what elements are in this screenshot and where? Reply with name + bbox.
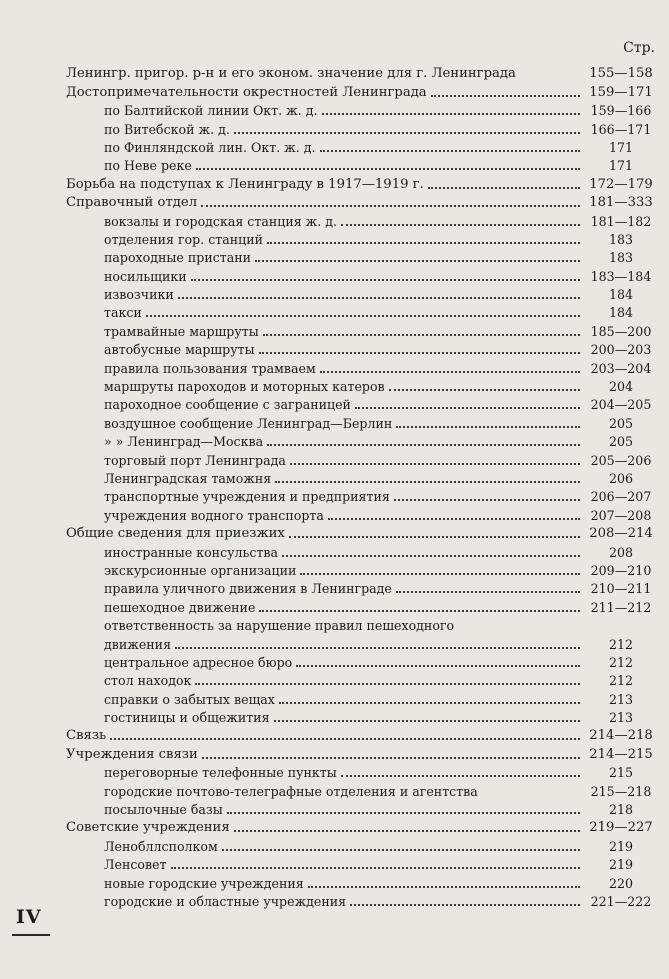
- dot-leader: [341, 223, 580, 226]
- toc-entry-title: Борьба на подступах к Ленинграду в 1917—1919 г.: [66, 176, 424, 192]
- toc-subsection-row: [66, 892, 658, 910]
- toc-subsection-row: [66, 156, 658, 174]
- toc-section-row: [66, 744, 658, 762]
- toc-entry-pages: 215: [608, 765, 634, 781]
- dot-leader: [196, 167, 580, 170]
- toc-entry-pages: 204—205: [590, 397, 652, 413]
- toc-entry-title: пароходное сообщение с заграницей: [104, 397, 351, 413]
- toc-entry-title: носильщики: [104, 268, 187, 284]
- toc-entry-pages: 183: [608, 250, 634, 266]
- toc-entry-pages: 183—184: [590, 268, 652, 284]
- toc-entry-pages: 214—218: [589, 728, 653, 744]
- toc-entry-title: вокзалы и городская станция ж. д.: [104, 213, 338, 229]
- toc-subsection-row: [66, 800, 658, 818]
- toc-subsection-row: [66, 653, 658, 671]
- toc-entry-pages: 212: [608, 654, 634, 670]
- toc-subsection-row: [66, 781, 658, 799]
- toc-entry-pages: 206—207: [590, 489, 652, 505]
- toc-entry-pages: 208—214: [589, 526, 653, 542]
- toc-entry-pages: 221—222: [590, 893, 652, 909]
- dot-leader: [234, 131, 580, 134]
- page-number: IV: [16, 906, 42, 928]
- toc-section-row: [66, 524, 658, 542]
- toc-subsection-row: [66, 450, 658, 468]
- dot-leader: [300, 572, 580, 575]
- toc-entry-title: по Неве реке: [104, 158, 192, 174]
- toc-entry-title: по Финляндской лин. Окт. ж. д.: [104, 139, 316, 155]
- toc-subsection-row: [66, 836, 658, 854]
- toc-entry-title: Советские учреждения: [66, 820, 230, 836]
- toc-subsection-row: [66, 266, 658, 284]
- toc-section-row: [66, 726, 658, 744]
- toc-entry-pages: 218: [608, 802, 634, 818]
- toc-entry-title: движения: [104, 636, 172, 652]
- toc-entry-pages: 159—171: [589, 84, 653, 100]
- toc-section-row: [66, 818, 658, 836]
- dot-leader: [389, 388, 580, 391]
- dot-leader: [259, 351, 580, 354]
- toc-entry-title: » » Ленинград—Москва: [104, 434, 264, 450]
- toc-entry-pages: 212: [608, 673, 634, 689]
- toc-subsection-row: [66, 671, 658, 689]
- toc-subsection-row: [66, 855, 658, 873]
- toc-subsection-row: [66, 413, 658, 431]
- toc-subsection-row: [66, 579, 658, 597]
- toc-entry-pages: 207—208: [590, 507, 652, 523]
- toc-entry-title: Ленсовет: [104, 857, 167, 873]
- toc-entry-title: Учреждения связи: [66, 746, 198, 762]
- dot-leader: [328, 517, 580, 520]
- toc-entry-pages: 213: [608, 710, 634, 726]
- toc-entry-title: по Витебской ж. д.: [104, 121, 230, 137]
- dot-leader: [275, 480, 580, 483]
- toc-entry-title: Общие сведения для приезжих: [66, 526, 285, 542]
- toc-entry-pages: 181—333: [589, 195, 653, 211]
- toc-entry-pages: 166—171: [590, 121, 652, 137]
- dot-leader: [308, 885, 580, 888]
- dot-leader: [267, 443, 580, 446]
- toc-entry-title: пешеходное движение: [104, 599, 256, 615]
- dot-leader: [263, 333, 580, 336]
- toc-entry-title: Справочный отдел: [66, 195, 198, 211]
- dot-leader: [110, 737, 580, 740]
- toc-entry-title: гостиницы и общежития: [104, 710, 270, 726]
- toc-entry-pages: 206: [608, 470, 634, 486]
- toc-entry-pages: 219: [608, 838, 634, 854]
- toc-entry-title: стол находок: [104, 673, 192, 689]
- toc-entry-title: правила уличного движения в Ленинграде: [104, 581, 392, 597]
- dot-leader: [296, 664, 580, 667]
- toc-entry-title: справки о забытых вещах: [104, 691, 275, 707]
- toc-subsection-row: [66, 321, 658, 339]
- toc-entry-title: Достопримечательности окрестностей Ленинграда: [66, 84, 427, 100]
- dot-leader: [259, 609, 580, 612]
- toc-entry-title: городские и областные учреждения: [104, 893, 347, 909]
- toc-subsection-row: [66, 119, 658, 137]
- toc-subsection-row: [66, 138, 658, 156]
- toc-subsection-row: [66, 763, 658, 781]
- dot-leader: [255, 259, 580, 262]
- toc-entry-title: такси: [104, 305, 142, 321]
- dot-leader: [222, 848, 580, 851]
- toc-entry-title: экскурсионные организации: [104, 562, 297, 578]
- toc-entry-pages: 219: [608, 857, 634, 873]
- toc-entry-pages: 203—204: [590, 360, 652, 376]
- toc-entry-title: транспортные учреждения и предприятия: [104, 489, 390, 505]
- toc-entry-title: Ленобллсполком: [104, 838, 218, 854]
- dot-leader: [175, 646, 580, 649]
- toc-section-row: [66, 174, 658, 192]
- toc-entry-pages: 205: [608, 434, 634, 450]
- toc-entry-title: автобусные маршруты: [104, 342, 255, 358]
- toc-section-row: [66, 64, 658, 82]
- dot-leader: [146, 314, 580, 317]
- toc-entry-pages: 159—166: [590, 103, 652, 119]
- toc-entry-title: переговорные телефонные пункты: [104, 765, 337, 781]
- toc-entry-pages: 220: [608, 875, 634, 891]
- toc-entry-title: правила пользования трамваем: [104, 360, 316, 376]
- dot-leader: [234, 829, 580, 832]
- toc-entry-title: ответственность за нарушение правил пешеходного: [104, 618, 455, 634]
- toc-entry-pages: 181—182: [590, 213, 652, 229]
- toc-subsection-row: [66, 487, 658, 505]
- toc-entry-pages: 209—210: [590, 562, 652, 578]
- dot-leader: [282, 554, 580, 557]
- toc-entry-title: маршруты пароходов и моторных катеров: [104, 379, 385, 395]
- toc-subsection-row: [66, 505, 658, 523]
- toc-entry-pages: 200—203: [590, 342, 652, 358]
- dot-leader: [482, 795, 580, 796]
- toc-entry-pages: 183: [608, 231, 634, 247]
- toc-subsection-row: [66, 708, 658, 726]
- dot-leader: [341, 774, 580, 777]
- toc-entry-title: отделения гор. станций: [104, 231, 264, 247]
- toc-subsection-row: [66, 597, 658, 615]
- toc-entry-title: учреждения водного транспорта: [104, 507, 324, 523]
- toc-entry-title: трамвайные маршруты: [104, 323, 259, 339]
- page-number-underline: [12, 934, 50, 936]
- dot-leader: [520, 77, 580, 78]
- dot-leader: [171, 866, 580, 869]
- dot-leader: [396, 590, 580, 593]
- toc-subsection-row: [66, 561, 658, 579]
- toc-subsection-row: [66, 248, 658, 266]
- dot-leader: [191, 278, 580, 281]
- dot-leader: [195, 682, 580, 685]
- toc-entry-title: центральное адресное бюро: [104, 654, 293, 670]
- dot-leader: [227, 811, 580, 814]
- toc-entry-title: извозчики: [104, 287, 174, 303]
- toc-entry-pages: 172—179: [589, 176, 653, 192]
- dot-leader: [279, 701, 580, 704]
- toc-subsection-row: [66, 395, 658, 413]
- dot-leader: [355, 406, 580, 409]
- dot-leader: [431, 94, 580, 97]
- toc-entry-pages: 184: [608, 287, 634, 303]
- toc-subsection-row: [66, 542, 658, 560]
- toc-entry-title: городские почтово-телеграфные отделения и агентства: [104, 783, 478, 799]
- toc-subsection-row: [66, 285, 658, 303]
- toc-subsection-row: [66, 358, 658, 376]
- toc-subsection-row: [66, 616, 658, 634]
- toc-subsection-row: [66, 689, 658, 707]
- toc-subsection-row: [66, 873, 658, 891]
- toc-entry-pages: 214—215: [589, 746, 653, 762]
- toc-entry-title: Ленингр. пригор. р-н и его эконом. значение для г. Ленинграда: [66, 66, 516, 82]
- toc-entry-pages: 171: [608, 139, 634, 155]
- toc-entry-title: воздушное сообщение Ленинград—Берлин: [104, 415, 393, 431]
- toc-entry-pages: 219—227: [589, 820, 653, 836]
- toc-entry-pages: 210—211: [590, 581, 652, 597]
- toc-entry-pages: 205: [608, 415, 634, 431]
- toc-subsection-row: [66, 340, 658, 358]
- toc-entry-pages: 211—212: [590, 599, 652, 615]
- toc-subsection-row: [66, 634, 658, 652]
- dot-leader: [267, 241, 580, 244]
- toc-section-row: [66, 82, 658, 100]
- toc-section-row: [66, 193, 658, 211]
- toc-entry-pages: 205—206: [590, 452, 652, 468]
- dot-leader: [394, 498, 580, 501]
- toc-entry-pages: 212: [608, 636, 634, 652]
- dot-leader: [396, 425, 580, 428]
- toc-entry-pages: 204: [608, 379, 634, 395]
- dot-leader: [322, 112, 581, 115]
- toc-entry-pages: 215—218: [590, 783, 652, 799]
- toc-entry-title: Связь: [66, 728, 107, 744]
- dot-leader: [289, 535, 580, 538]
- toc-subsection-row: [66, 101, 658, 119]
- toc-entry-pages: 184: [608, 305, 634, 321]
- dot-leader: [290, 462, 580, 465]
- toc-entry-pages: 171: [608, 158, 634, 174]
- toc-entry-title: пароходные пристани: [104, 250, 252, 266]
- dot-leader: [458, 629, 580, 630]
- dot-leader: [201, 204, 580, 207]
- toc-subsection-row: [66, 469, 658, 487]
- pages-column-header: Стр.: [623, 40, 655, 56]
- table-of-contents: [66, 64, 658, 910]
- toc-subsection-row: [66, 377, 658, 395]
- toc-entry-pages: 185—200: [590, 323, 652, 339]
- dot-leader: [274, 719, 580, 722]
- dot-leader: [320, 149, 580, 152]
- dot-leader: [320, 370, 580, 373]
- toc-entry-title: посылочные базы: [104, 802, 223, 818]
- toc-entry-pages: 213: [608, 691, 634, 707]
- toc-entry-title: торговый порт Ленинграда: [104, 452, 286, 468]
- dot-leader: [178, 296, 580, 299]
- toc-subsection-row: [66, 230, 658, 248]
- toc-entry-title: новые городские учреждения: [104, 875, 304, 891]
- toc-entry-pages: 208: [608, 544, 634, 560]
- toc-subsection-row: [66, 432, 658, 450]
- dot-leader: [202, 756, 580, 759]
- toc-entry-title: по Балтийской линии Окт. ж. д.: [104, 103, 318, 119]
- dot-leader: [350, 903, 580, 906]
- toc-subsection-row: [66, 211, 658, 229]
- toc-entry-pages: 155—158: [589, 66, 653, 82]
- toc-subsection-row: [66, 303, 658, 321]
- toc-entry-title: Ленинградская таможня: [104, 470, 272, 486]
- toc-entry-title: иностранные консульства: [104, 544, 279, 560]
- dot-leader: [428, 186, 580, 189]
